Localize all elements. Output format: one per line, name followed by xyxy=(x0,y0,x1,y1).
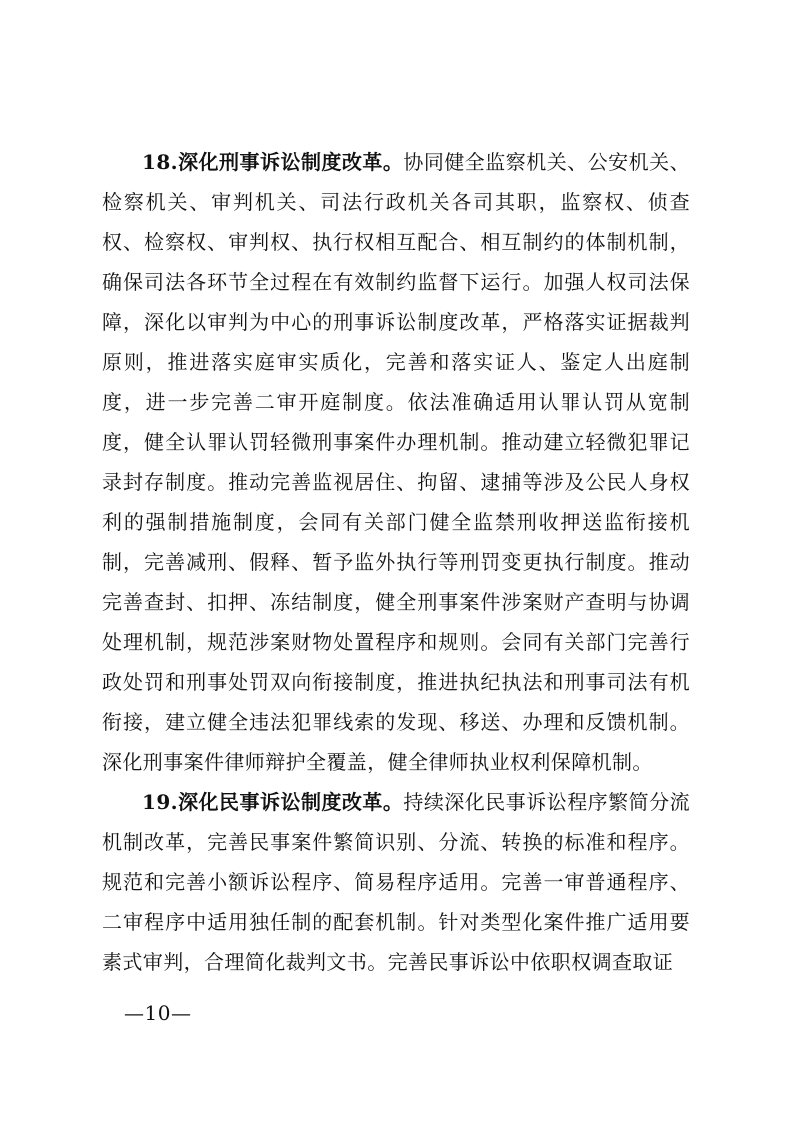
paragraph-18-text: 协同健全监察机关、公安机关、检察机关、审判机关、司法行政机关各司其职，监察权、侦查权、检察权、审判权、执行权相互配合、相互制约的体制机制，确保司法各环节全过程在有效制约监督下运行。加强人权司法保障，深化以审判为中心的刑事诉讼制度改革，严格落实证据裁判原则，推进落实庭审实质化，完善和落实证人、鉴定人出庭制度，进一步完善二审开庭制度。依法准确适用认罪认罚从宽制度，健全认罪认罚轻微刑事案件办理机制。推动建立轻微犯罪记录封存制度。推动完善监视居住、拘留、逮捕等涉及公民人身权利的强制措施制度，会同有关部门健全监禁刑收押送监衔接机制，完善减刑、假释、暂予监外执行等刑罚变更执行制度。推动完善查封、扣押、冻结制度，健全刑事案件涉案财产查明与协调处理机制，规范涉案财物处置程序和规则。会同有关部门完善行政处罚和刑事处罚双向衔接制度，推进执纪执法和刑事司法有机衔接，建立健全违法犯罪线索的发现、移送、办理和反馈机制。深化刑事案件律师辩护全覆盖，健全律师执业权利保障机制。 xyxy=(102,150,690,774)
paragraph-18 xyxy=(102,142,690,782)
paragraph-19 xyxy=(102,782,690,982)
paragraph-18-title: 18.深化刑事诉讼制度改革。 xyxy=(142,150,404,174)
page-number: —10— xyxy=(124,1001,192,1025)
paragraph-19-text: 持续深化民事诉讼程序繁简分流机制改革，完善民事案件繁简识别、分流、转换的标准和程序。规范和完善小额诉讼程序、简易程序适用。完善一审普通程序、二审程序中适用独任制的配套机制。针对类型化案件推广适用要素式审判，合理简化裁判文书。完善民事诉讼中依职权调查取证 xyxy=(102,790,690,974)
document-body xyxy=(102,142,690,982)
paragraph-19-title: 19.深化民事诉讼制度改革。 xyxy=(142,790,404,814)
